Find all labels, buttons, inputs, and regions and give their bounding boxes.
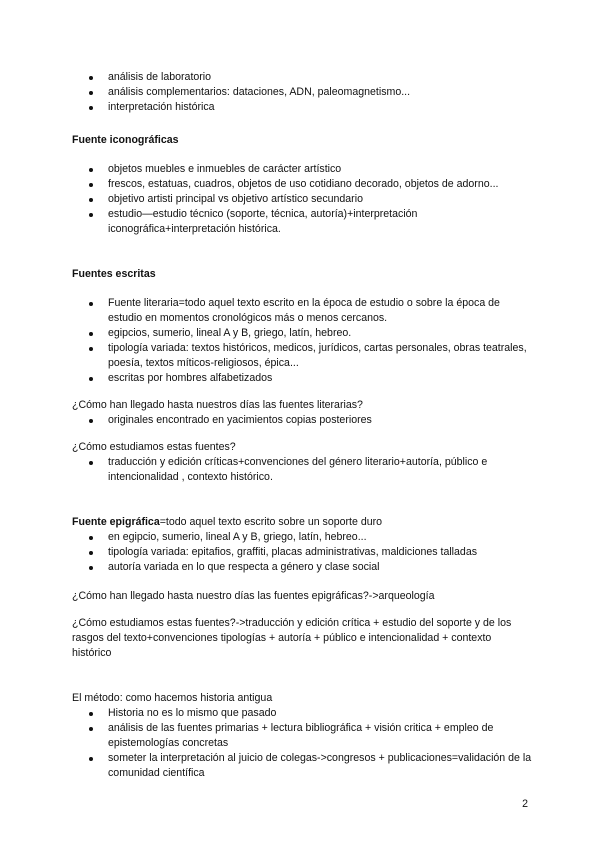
list-item: objetivo artisti principal vs objetivo artístico secundario xyxy=(72,192,532,207)
list-item: análisis de las fuentes primarias + lectura bibliográfica + visión critica + empleo de epistemologías concretas xyxy=(72,721,532,751)
section-heading-escritas: Fuentes escritas xyxy=(72,268,156,280)
list-item: análisis complementarios: dataciones, ADN, paleomagnetismo... xyxy=(72,85,532,100)
list-item: en egipcio, sumerio, lineal A y B, griego, latín, hebreo... xyxy=(72,530,532,545)
list-item: tipología variada: textos históricos, medicos, jurídicos, cartas personales, obras teatrales, poesía, textos míticos-religiosos, épica... xyxy=(72,341,532,371)
epigrafica-list xyxy=(72,530,532,575)
epigrafica-definition: =todo aquel texto escrito sobre un soporte duro xyxy=(159,516,383,528)
question-text: ¿Cómo han llegado hasta nuestro días las fuentes epigráficas?->arqueología xyxy=(72,590,435,602)
question-text: ¿Cómo estudiamos estas fuentes?->traducción y edición crítica + estudio del soporte y de los rasgos del texto+convenciones tipologías + autoría + público e intencionalidad + contexto histórico xyxy=(72,617,512,659)
question-text: ¿Cómo estudiamos estas fuentes? xyxy=(72,441,236,453)
list-item: egipcios, sumerio, lineal A y B, griego, latín, hebreo. xyxy=(72,326,532,341)
answer-list xyxy=(72,413,532,428)
list-item: Historia no es lo mismo que pasado xyxy=(72,706,532,721)
list-item: escritas por hombres alfabetizados xyxy=(72,371,532,386)
list-item: objetos muebles e inmuebles de carácter artístico xyxy=(72,162,532,177)
epigrafica-paragraph xyxy=(72,515,532,530)
answer-list xyxy=(72,455,532,485)
section-heading-iconograficas: Fuente iconográficas xyxy=(72,134,179,146)
list-item: autoría variada en lo que respecta a género y clase social xyxy=(72,560,532,575)
list-item: tipología variada: epitafios, graffiti, placas administrativas, maldiciones talladas xyxy=(72,545,532,560)
metodo-heading: El método: como hacemos historia antigua xyxy=(72,692,273,704)
list-item: originales encontrado en yacimientos copias posteriores xyxy=(72,413,532,428)
escritas-list xyxy=(72,296,532,386)
question-text: ¿Cómo han llegado hasta nuestros días las fuentes literarias? xyxy=(72,399,363,411)
list-item: traducción y edición críticas+convenciones del género literario+autoría, público e intencionalidad , contexto histórico. xyxy=(72,455,532,485)
list-item: análisis de laboratorio xyxy=(72,70,532,85)
list-item: someter la interpretación al juicio de colegas->congresos + publicaciones=validación de la comunidad científica xyxy=(72,751,532,781)
section-heading-epigrafica: Fuente epigráfica xyxy=(72,516,160,528)
list-item: Fuente literaria=todo aquel texto escrito en la época de estudio o sobre la época de estudio en momentos cronológicos más o menos cercanos. xyxy=(72,296,532,326)
list-item: interpretación histórica xyxy=(72,100,532,115)
metodo-list xyxy=(72,706,532,781)
page-number: 2 xyxy=(522,798,528,810)
intro-list xyxy=(72,70,532,115)
list-item: frescos, estatuas, cuadros, objetos de uso cotidiano decorado, objetos de adorno... xyxy=(72,177,532,192)
list-item: estudio—estudio técnico (soporte, técnica, autoría)+interpretación iconográfica+interpretación histórica. xyxy=(72,207,532,237)
document-page xyxy=(72,70,532,781)
iconograficas-list xyxy=(72,162,532,237)
